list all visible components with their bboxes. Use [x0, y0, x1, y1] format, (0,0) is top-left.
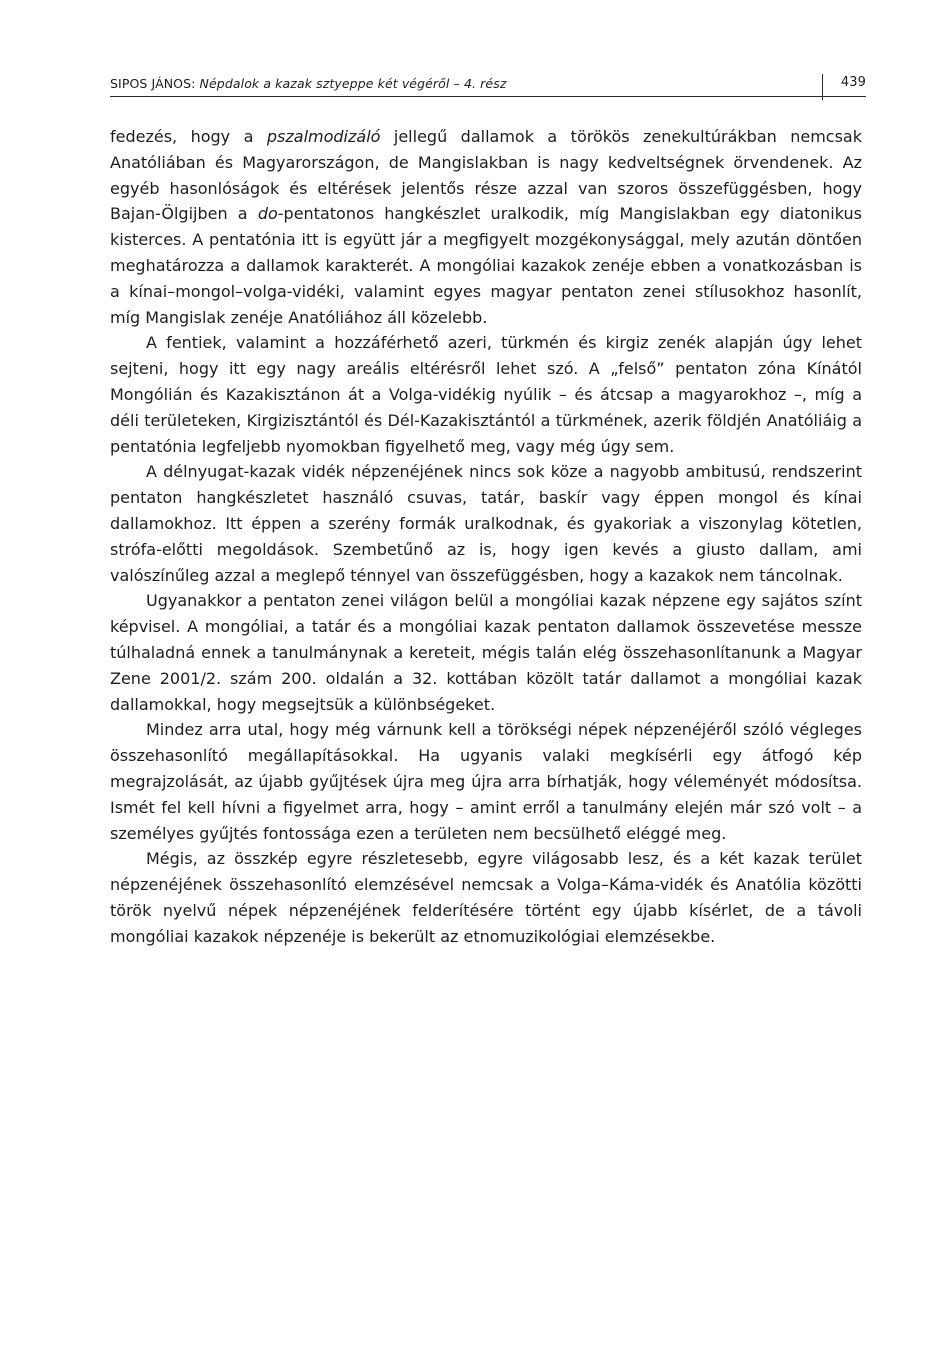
paragraph-6: Mégis, az összkép egyre részletesebb, egyre világosabb lesz, és a két kazak terület népzenéjének összehasonlító elemzésével nemcsak a Volga–Káma-vidék és Anatólia közötti török nyelvű népek népzenéjének felderítésére történt egy újabb kísérlet, de a távoli mongóliai kazakok népzenéje is bekerült az etnomuzikológiai elemzésekbe. [110, 849, 862, 946]
paragraph-4: Ugyanakkor a pentaton zenei világon belül a mongóliai kazak népzene egy sajátos színt képvisel. A mongóliai, a tatár és a mongóliai kazak pentaton dallamok összevetése messze túlhaladná ennek a tanulmánynak a kereteit, mégis talán elég összehasonlítanunk a Magyar Zene 2001/2. szám 200. oldalán a 32. kottában közölt tatár dallamot a mongóliai kazak dallamokkal, hogy megsejtsük a különbségeket. [110, 591, 862, 714]
body-text [110, 124, 862, 950]
paragraph-1-part-b: jellegű dallamok a törökös zenekultúrákban nemcsak Anatóliában és Magyarországon, de Mangislakban is nagy kedveltségnek örvendenek. Az egyéb hasonlóságok és eltérések jelentős része azzal van szoros összefüggésben, hogy Bajan-Ölgijben a [110, 127, 863, 224]
paragraph-1-part-a: fedezés, hogy a [110, 127, 267, 146]
paragraph-1-part-c: -pentatonos hangkészlet uralkodik, míg Mangislakban egy diatonikus kisterces. A pentatónia itt is együtt jár a megfigyelt mozgékonysággal, mely azután döntően meghatározza a dallamok karakterét. A mongóliai kazakok zenéje ebben a vonatkozásban is a kínai–mongol–volga-vidéki, valamint egyes magyar pentaton zenei stílusokhoz hasonlít, míg Mangislak zenéje Anatóliához áll közelebb. [110, 204, 862, 327]
term-pszalmodizalo: pszalmodizáló [266, 127, 381, 146]
page-number: 439 [840, 75, 866, 90]
article-title: Népdalok a kazak sztyeppe két végéről – 4. rész [199, 76, 507, 91]
header-separator [822, 74, 823, 100]
paragraph-2: A fentiek, valamint a hozzáférhető azeri, türkmén és kirgiz zenék alapján úgy lehet sejteni, hogy itt egy nagy areális eltérésről lehet szó. A „felső” pentaton zóna Kínától Mongólián és Kazakisztánon át a Volga-vidékig nyúlik – és átcsap a magyarokhoz –, míg a déli területeken, Kirgizisztántól és Dél-Kazakisztántól a türkmének, azerik földjén Anatóliáig a pentatónia legfeljebb nyomokban figyelhető meg, vagy még úgy sem. [110, 333, 862, 456]
author-name: SIPOS JÁNOS: [110, 76, 200, 91]
running-head-author [110, 76, 507, 91]
term-do: do [257, 204, 278, 224]
paragraph-5: Mindez arra utal, hogy még várnunk kell a törökségi népek népzenéjéről szóló végleges összehasonlító megállapításokkal. Ha ugyanis valaki megkísérli egy átfogó kép megrajzolását, az újabb gyűjtések újra meg újra arra bírhatják, hogy véleményét módosítsa. Ismét fel kell hívni a figyelmet arra, hogy – amint erről a tanulmány elején már szó volt – a személyes gyűjtés fontossága ezen a területen nem becsülhető eléggé meg. [110, 720, 862, 843]
paragraph-1 [110, 124, 862, 330]
paragraph-3: A délnyugat-kazak vidék népzenéjének nincs sok köze a nagyobb ambitusú, rendszerint pentaton hangkészletet használó csuvas, tatár, baskír vagy éppen mongol és kínai dallamokhoz. Itt éppen a szerény formák uralkodnak, és gyakoriak a viszonylag kötetlen, strófa-előtti megoldások. Szembetűnő az is, hogy igen kevés a giusto dallam, ami valószínűleg azzal a meglepő ténnyel van összefüggésben, hogy a kazakok nem táncolnak. [110, 462, 862, 585]
running-head [110, 74, 866, 97]
